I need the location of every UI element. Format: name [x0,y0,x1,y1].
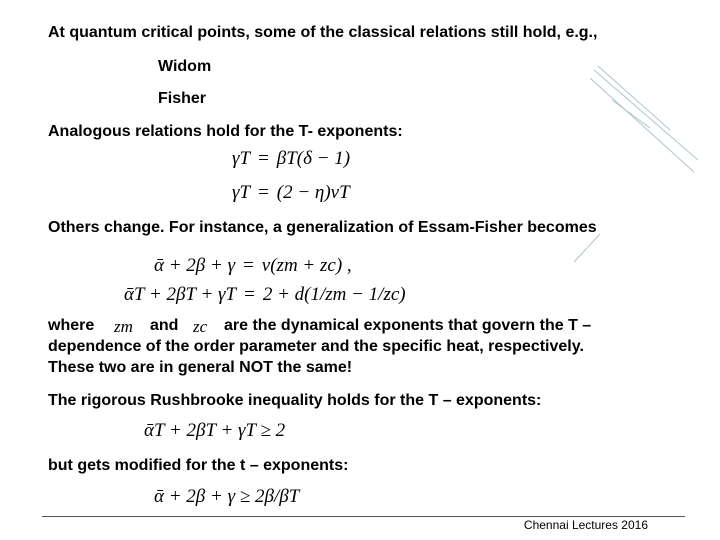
others-text: Others change. For instance, a generalization of Essam-Fisher becomes [48,219,597,236]
where-text-3: dependence of the order parameter and the specific heat, respectively. [48,338,584,355]
widom-T-equation: γT = βT(δ − 1) [232,148,351,169]
zm-text: zm [114,317,133,336]
analogous-text: Analogous relations hold for the T- exponents: [48,123,403,140]
where-text-2: are the dynamical exponents that govern the T – [224,317,592,334]
essam-fisher-equation-2: ᾱT + 2βT + γT = 2 + d(1/zm − 1/zc) [124,284,406,305]
widom-label: Widom [158,58,212,75]
rushbrooke-T-inequality [144,420,285,442]
where-text-4: These two are in general NOT the same! [48,359,353,376]
zm-symbol [114,316,133,338]
fisher-lhs: γT [232,182,251,203]
ef1-lhs: ᾱ + 2β + γ [154,255,236,276]
essam-fisher-equation-1: ᾱ + 2β + γ = ν(zm + zc) , [154,255,352,276]
ef1-rhs: ν(zm + zc) , [261,255,352,276]
intro-text: At quantum critical points, some of the classical relations still hold, e.g., [48,24,598,41]
footer-rule [42,516,685,517]
ef2-lhs: ᾱT + 2βT + γT [124,284,237,305]
fisher-label: Fisher [158,90,207,107]
rushbrooke-text: The rigorous Rushbrooke inequality holds for the T – exponents: [48,392,542,409]
and-label: and [150,317,179,334]
rushbrooke-T-text: ᾱT + 2βT + γT ≥ 2 [144,420,286,441]
rushbrooke-t-inequality [154,486,299,508]
zc-symbol [193,316,207,338]
fisher-T-equation: γT = (2 − η)νT [232,182,350,203]
widom-lhs: γT [232,148,251,169]
ef2-rhs: 2 + d(1/zm − 1/zc) [262,284,406,305]
zc-text: zc [193,317,208,336]
rushbrooke-t-text: ᾱ + 2β + γ ≥ 2β/βT [154,486,300,507]
fisher-rhs: (2 − η)νT [276,182,350,203]
where-label: where [48,317,95,334]
footer-text: Chennai Lectures 2016 [523,518,648,532]
widom-rhs: βT(δ − 1) [276,148,351,169]
modified-text: but gets modified for the t – exponents: [48,457,349,474]
